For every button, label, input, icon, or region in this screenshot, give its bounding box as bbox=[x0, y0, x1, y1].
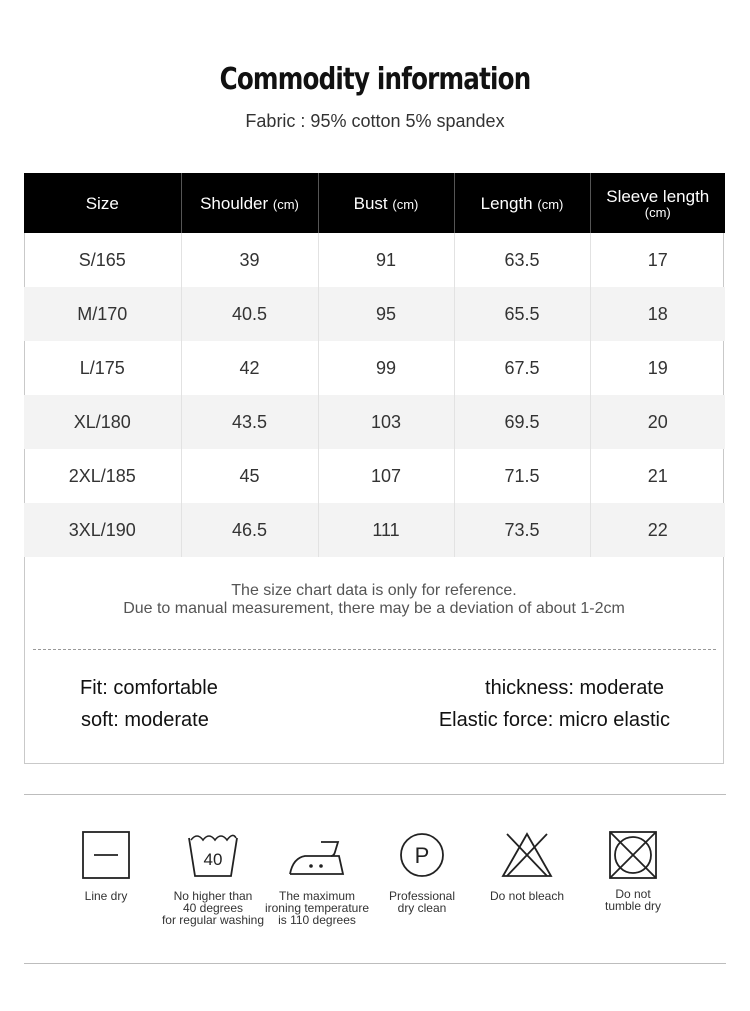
cell-shoulder: 42 bbox=[181, 341, 318, 395]
care-label: No higher than 40 degrees for regular washing bbox=[161, 889, 265, 927]
thickness-attribute: thickness: moderate bbox=[485, 677, 664, 699]
cell-bust: 107 bbox=[318, 449, 454, 503]
page-title: Commodity information bbox=[219, 62, 531, 97]
cell-sleeve: 19 bbox=[647, 357, 668, 378]
cell-sleeve: 18 bbox=[590, 287, 725, 341]
cell-length: 65.5 bbox=[454, 287, 590, 341]
cell-shoulder: 45 bbox=[181, 449, 318, 503]
note-line-2: Due to manual measurement, there may be a deviation of about 1-2cm bbox=[123, 600, 625, 617]
care-item-no-tumble-dry bbox=[573, 828, 693, 912]
cell-sleeve: 22 bbox=[590, 503, 725, 557]
fabric-composition: Fabric : 95% cotton 5% spandex bbox=[245, 111, 505, 131]
care-label: Professional dry clean bbox=[388, 889, 456, 915]
cell-size: XL/180 bbox=[24, 395, 181, 449]
care-item-dry-clean bbox=[362, 828, 482, 914]
soft-attribute: soft: moderate bbox=[81, 709, 209, 731]
fit-attribute: Fit: comfortable bbox=[80, 677, 218, 699]
cell-sleeve: 17 bbox=[647, 249, 668, 270]
cell-sleeve: 21 bbox=[647, 465, 668, 486]
care-item-wash-40 bbox=[153, 828, 273, 926]
header-shoulder: Shoulder (cm) bbox=[181, 173, 318, 233]
table-row bbox=[24, 395, 725, 449]
svg-text:40: 40 bbox=[203, 850, 223, 869]
wash-40-icon bbox=[186, 828, 240, 882]
cell-sleeve: 20 bbox=[590, 395, 725, 449]
table-row bbox=[24, 287, 725, 341]
cell-shoulder: 43.5 bbox=[181, 395, 318, 449]
cell-bust: 91 bbox=[318, 233, 454, 287]
cell-bust: 95 bbox=[318, 287, 454, 341]
no-bleach-icon bbox=[499, 828, 555, 882]
care-label: Do not bleach bbox=[489, 889, 565, 903]
no-tumble-dry-icon bbox=[607, 828, 659, 882]
cell-bust: 103 bbox=[318, 395, 454, 449]
iron-icon bbox=[287, 828, 347, 882]
cell-bust: 99 bbox=[318, 341, 454, 395]
care-top-divider bbox=[24, 794, 726, 795]
cell-length: 67.5 bbox=[454, 341, 590, 395]
table-row bbox=[24, 503, 725, 557]
elastic-attribute: Elastic force: micro elastic bbox=[438, 709, 670, 731]
svg-text:P: P bbox=[414, 843, 430, 868]
measurement-note bbox=[24, 582, 724, 618]
care-label: Line dry bbox=[84, 889, 128, 903]
care-item-iron bbox=[257, 828, 377, 926]
care-label: Do not tumble dry bbox=[604, 887, 662, 913]
dashed-divider bbox=[33, 649, 716, 650]
care-item-no-bleach bbox=[467, 828, 587, 902]
cell-size: M/170 bbox=[24, 287, 181, 341]
cell-shoulder: 46.5 bbox=[181, 503, 318, 557]
line-dry-icon bbox=[81, 828, 131, 882]
cell-length: 69.5 bbox=[454, 395, 590, 449]
size-table bbox=[24, 173, 725, 557]
header-sleeve-length: Sleeve length (cm) bbox=[590, 173, 725, 233]
header-bust: Bust (cm) bbox=[318, 173, 454, 233]
table-row bbox=[24, 449, 725, 503]
cell-size: S/165 bbox=[24, 233, 181, 287]
cell-shoulder: 39 bbox=[181, 233, 318, 287]
size-table-header bbox=[24, 173, 725, 233]
dry-clean-p-icon bbox=[397, 828, 447, 882]
cell-size: 3XL/190 bbox=[24, 503, 181, 557]
care-label: The maximum ironing temperature is 110 degrees bbox=[264, 889, 370, 927]
note-line-1: The size chart data is only for reference. bbox=[231, 582, 517, 599]
table-row bbox=[24, 341, 725, 395]
cell-length: 73.5 bbox=[454, 503, 590, 557]
header-length: Length (cm) bbox=[454, 173, 590, 233]
care-item-line-dry bbox=[46, 828, 166, 902]
cell-length: 63.5 bbox=[454, 233, 590, 287]
cell-shoulder: 40.5 bbox=[181, 287, 318, 341]
cell-size: L/175 bbox=[24, 341, 181, 395]
header-size: Size bbox=[24, 173, 181, 233]
cell-length: 71.5 bbox=[454, 449, 590, 503]
table-row bbox=[24, 233, 725, 287]
cell-bust: 111 bbox=[318, 503, 454, 557]
cell-size: 2XL/185 bbox=[24, 449, 181, 503]
care-bottom-divider bbox=[24, 963, 726, 964]
